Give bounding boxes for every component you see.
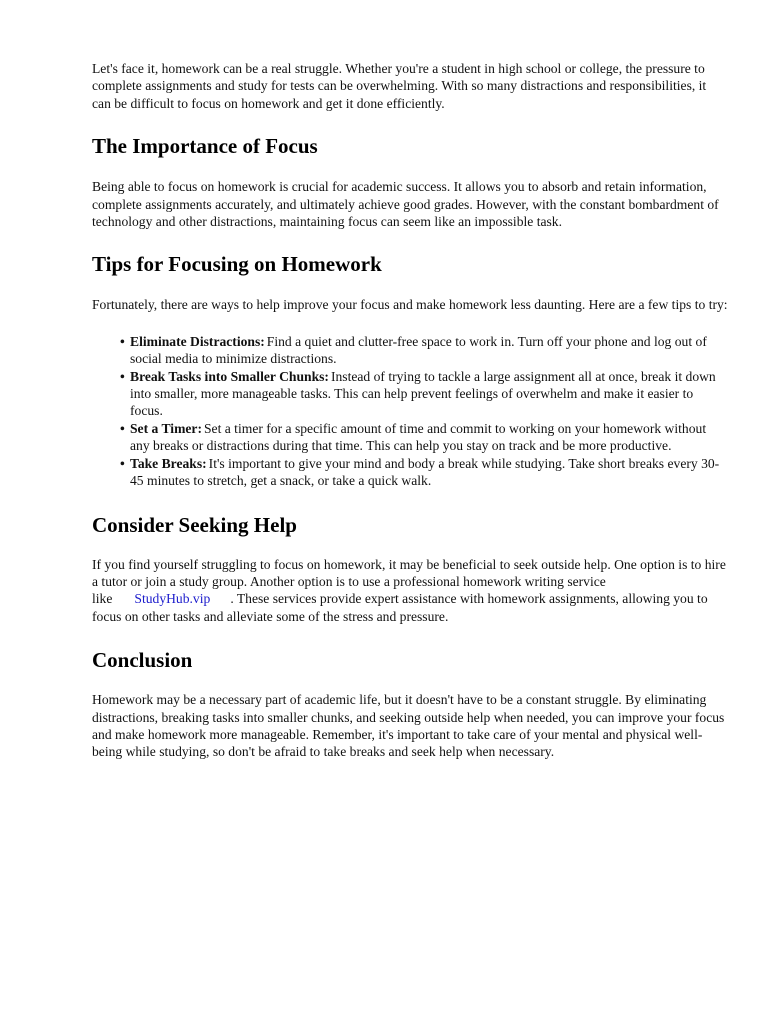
tips-list	[92, 333, 728, 490]
bullet-icon: •	[120, 420, 125, 436]
document-page	[92, 60, 728, 761]
bullet-icon: •	[120, 368, 125, 384]
tip-text: Set a timer for a specific amount of time and commit to working on your homework without any breaks or distractions during that time. This can help you stay on track and be more productive.	[130, 420, 707, 454]
help-paragraph	[92, 556, 728, 626]
focus-paragraph: Being able to focus on homework is crucial for academic success. It allows you to absorb and retain information, complete assignments accurately, and ultimately achieve good grades. However, with the constant bombardment of technology and other distractions, maintaining focus can seem like an impossible task.	[92, 179, 719, 230]
help-text-before: If you find yourself struggling to focus on homework, it may be beneficial to seek outside help. One option is to hire a tutor or join a study group. Another option is to use a professional homework writing service like	[92, 556, 726, 607]
heading-tips-for-focusing: Tips for Focusing on Homework	[92, 252, 382, 277]
list-item	[120, 455, 728, 490]
tip-text: It's important to give your mind and body a break while studying. Take short breaks every 30-45 minutes to stretch, get a snack, or take a quick walk.	[130, 455, 720, 489]
tips-intro-paragraph: Fortunately, there are ways to help improve your focus and make homework less daunting. Here are a few tips to try:	[92, 297, 728, 313]
tip-text: Instead of trying to tackle a large assignment all at once, break it down into smaller, more manageable tasks. This can help prevent feelings of overwhelm and make it easier to focus.	[130, 368, 716, 419]
conclusion-paragraph: Homework may be a necessary part of academic life, but it doesn't have to be a constant struggle. By eliminating distractions, breaking tasks into smaller chunks, and seeking outside help when needed, you can improve your focus and make homework more manageable. Remember, it's important to take care of your mental and physical well-being while studying, so don't be afraid to take breaks and seek help when necessary.	[92, 692, 725, 760]
heading-conclusion: Conclusion	[92, 648, 193, 673]
tip-title: Set a Timer:	[130, 420, 202, 436]
studyhub-link[interactable]: StudyHub.vip	[134, 591, 211, 607]
tip-text: Find a quiet and clutter-free space to work in. Turn off your phone and log out of social media to minimize distractions.	[130, 333, 707, 367]
heading-consider-seeking-help: Consider Seeking Help	[92, 512, 297, 537]
list-item	[120, 420, 728, 455]
intro-paragraph: Let's face it, homework can be a real struggle. Whether you're a student in high school or college, the pressure to complete assignments and study for tests can be overwhelming. With so many distractions and responsibilities, it can be difficult to focus on homework and get it done efficiently.	[92, 61, 707, 111]
heading-importance-of-focus: The Importance of Focus	[92, 134, 318, 159]
tip-title: Break Tasks into Smaller Chunks:	[130, 368, 329, 384]
bullet-icon: •	[120, 455, 125, 471]
tip-title: Eliminate Distractions:	[130, 333, 265, 349]
tip-title: Take Breaks:	[130, 455, 207, 471]
list-item	[120, 368, 728, 420]
list-item	[120, 333, 728, 368]
help-text-after: . These services provide expert assistance with homework assignments, allowing you to focus on other tasks and alleviate some of the stress and pressure.	[92, 591, 708, 624]
bullet-icon: •	[120, 333, 125, 349]
